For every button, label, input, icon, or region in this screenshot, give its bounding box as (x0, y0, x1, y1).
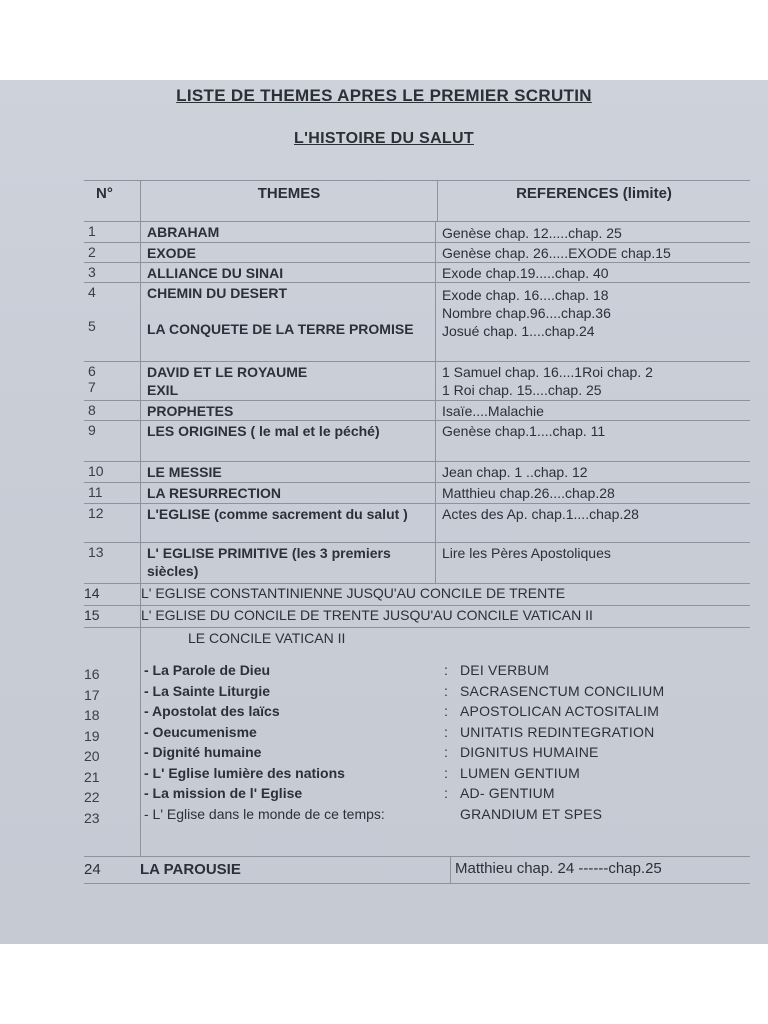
row-theme-group (140, 362, 436, 400)
row-num-group (84, 283, 140, 361)
row-num: 13 (88, 544, 104, 560)
item-separator: : (444, 764, 448, 781)
row-ref: Genèse chap. 26.....EXODE chap.15 (442, 245, 671, 261)
row-theme: L' EGLISE PRIMITIVE (les 3 premiers siècles) (140, 543, 436, 583)
row-num: 24 (84, 861, 101, 878)
vatican-numbers (84, 664, 124, 828)
row-num: 15 (84, 607, 100, 623)
row-ref: 1 Roi chap. 15....chap. 25 (442, 382, 602, 398)
row-ref: Josué chap. 1....chap.24 (442, 323, 595, 339)
row-num: 5 (88, 318, 96, 334)
row-ref: Nombre chap.96....chap.36 (442, 305, 611, 321)
row-theme: EXIL (147, 382, 179, 398)
row-ref: Jean chap. 1 ..chap. 12 (442, 464, 588, 480)
list-item (144, 701, 764, 722)
row-num: 18 (84, 707, 100, 723)
table-row (84, 504, 750, 543)
table-row (84, 243, 750, 263)
document-title: LISTE DE THEMES APRES LE PREMIER SCRUTIN (176, 86, 592, 105)
row-theme: LA RESURRECTION (140, 483, 436, 503)
row-ref: Actes des Ap. chap.1....chap.28 (442, 506, 639, 522)
list-item (144, 804, 764, 825)
row-ref: Exode chap.19.....chap. 40 (442, 265, 609, 281)
row-num: 23 (84, 809, 100, 826)
header-theme: THEMES (140, 181, 438, 221)
row-num: 2 (88, 244, 96, 260)
item-theme: - La mission de l' Eglise (144, 785, 303, 801)
item-theme: - L' Eglise lumière des nations (144, 764, 345, 781)
row-ref: Matthieu chap. 24 ------chap.25 (450, 857, 750, 883)
column-divider (140, 628, 141, 856)
row-theme: CHEMIN DU DESERT (147, 285, 288, 301)
header-ref: REFERENCES (limite) (516, 185, 672, 202)
item-theme: - Apostolat des laïcs (144, 703, 280, 719)
table-row (84, 263, 750, 283)
item-ref: APOSTOLICAN ACTOSITALIM (460, 703, 660, 719)
document-page (0, 80, 768, 944)
row-theme: LES ORIGINES ( le mal et le péché) (140, 421, 436, 461)
row-num: 6 (88, 363, 96, 379)
row-ref: Genèse chap.1....chap. 11 (442, 423, 606, 439)
document-subtitle: L'HISTOIRE DU SALUT (294, 130, 474, 147)
row-ref: Exode chap. 16....chap. 18 (442, 287, 609, 303)
row-theme: LA CONQUETE DE LA TERRE PROMISE (147, 321, 414, 337)
row-theme: LA PAROUSIE (140, 861, 241, 878)
row-theme: L'EGLISE (comme sacrement du salut ) (140, 504, 436, 542)
list-item (144, 722, 764, 743)
item-ref: DIGNITUS HUMAINE (460, 744, 599, 760)
item-ref: LUMEN GENTIUM (460, 764, 581, 781)
table-row (84, 401, 750, 421)
row-theme: ALLIANCE DU SINAI (140, 263, 436, 282)
row-theme: L' EGLISE DU CONCILE DE TRENTE JUSQU'AU CONCILE VATICAN II (140, 606, 750, 627)
row-num: 20 (84, 748, 100, 764)
row-num-group (84, 362, 140, 400)
list-item (144, 742, 764, 763)
row-theme: LE MESSIE (140, 462, 436, 482)
list-item (144, 763, 764, 784)
row-num: 12 (88, 505, 104, 521)
item-separator: : (444, 723, 448, 740)
list-item (144, 660, 764, 681)
item-theme: - Oeucumenisme (144, 723, 257, 740)
table-row (84, 483, 750, 504)
row-theme-group (140, 283, 436, 361)
row-num: 4 (88, 284, 96, 300)
row-theme: EXODE (140, 243, 436, 262)
row-ref: Isaïe....Malachie (442, 403, 544, 419)
list-item (144, 783, 764, 804)
table-row (84, 543, 750, 584)
item-theme: - La Sainte Liturgie (144, 682, 271, 699)
item-separator: : (444, 744, 448, 760)
vatican-title: LE CONCILE VATICAN II (188, 630, 346, 646)
table-header (84, 181, 750, 222)
item-ref: DEI VERBUM (460, 662, 550, 678)
header-num: N° (96, 185, 113, 202)
list-item (144, 681, 764, 702)
row-ref-group (436, 362, 750, 400)
row-num: 3 (88, 264, 96, 280)
item-ref: AD- GENTIUM (460, 785, 555, 801)
themes-table (84, 180, 750, 884)
item-ref: GRANDIUM ET SPES (460, 805, 603, 822)
table-row (84, 462, 750, 483)
row-num: 10 (88, 463, 104, 479)
item-separator: : (444, 662, 448, 678)
table-row (84, 857, 750, 884)
table-row (84, 362, 750, 401)
item-separator: : (444, 703, 448, 719)
row-ref-text: Genèse chap. 12.....chap. 25 (442, 225, 622, 241)
row-theme: PROPHETES (140, 401, 436, 420)
row-num: 8 (88, 402, 96, 418)
row-num: 9 (88, 422, 96, 438)
table-row (84, 584, 750, 606)
row-num: 17 (84, 686, 100, 703)
row-theme: ABRAHAM (140, 222, 436, 242)
row-num: 21 (84, 768, 100, 785)
row-theme: DAVID ET LE ROYAUME (147, 364, 308, 380)
item-ref: SACRASENCTUM CONCILIUM (460, 682, 665, 699)
row-ref-group (436, 283, 750, 361)
table-row (84, 421, 750, 462)
item-separator: : (444, 682, 448, 699)
item-theme: - La Parole de Dieu (144, 662, 271, 678)
item-separator: : (444, 785, 448, 801)
row-num: 7 (88, 379, 96, 395)
item-ref: UNITATIS REDINTEGRATION (460, 723, 655, 740)
row-ref: Matthieu chap.26....chap.28 (442, 485, 615, 501)
table-row (84, 222, 750, 243)
item-separator (452, 804, 460, 825)
vatican-section (84, 628, 750, 857)
item-theme: - Dignité humaine (144, 744, 262, 760)
row-num: 14 (84, 585, 100, 601)
row-num: 22 (84, 789, 100, 805)
vatican-list (144, 660, 764, 824)
table-row (84, 606, 750, 628)
table-row (84, 283, 750, 362)
item-theme: - L' Eglise dans le monde de ce temps: (144, 805, 385, 822)
row-num: 1 (88, 223, 96, 239)
row-num: 16 (84, 666, 100, 682)
row-num: 11 (88, 484, 103, 500)
row-num: 19 (84, 727, 100, 744)
row-theme: L' EGLISE CONSTANTINIENNE JUSQU'AU CONCILE DE TRENTE (140, 584, 750, 605)
row-ref (436, 222, 750, 242)
row-ref: Lire les Pères Apostoliques (442, 545, 611, 561)
row-ref: 1 Samuel chap. 16....1Roi chap. 2 (442, 364, 653, 380)
